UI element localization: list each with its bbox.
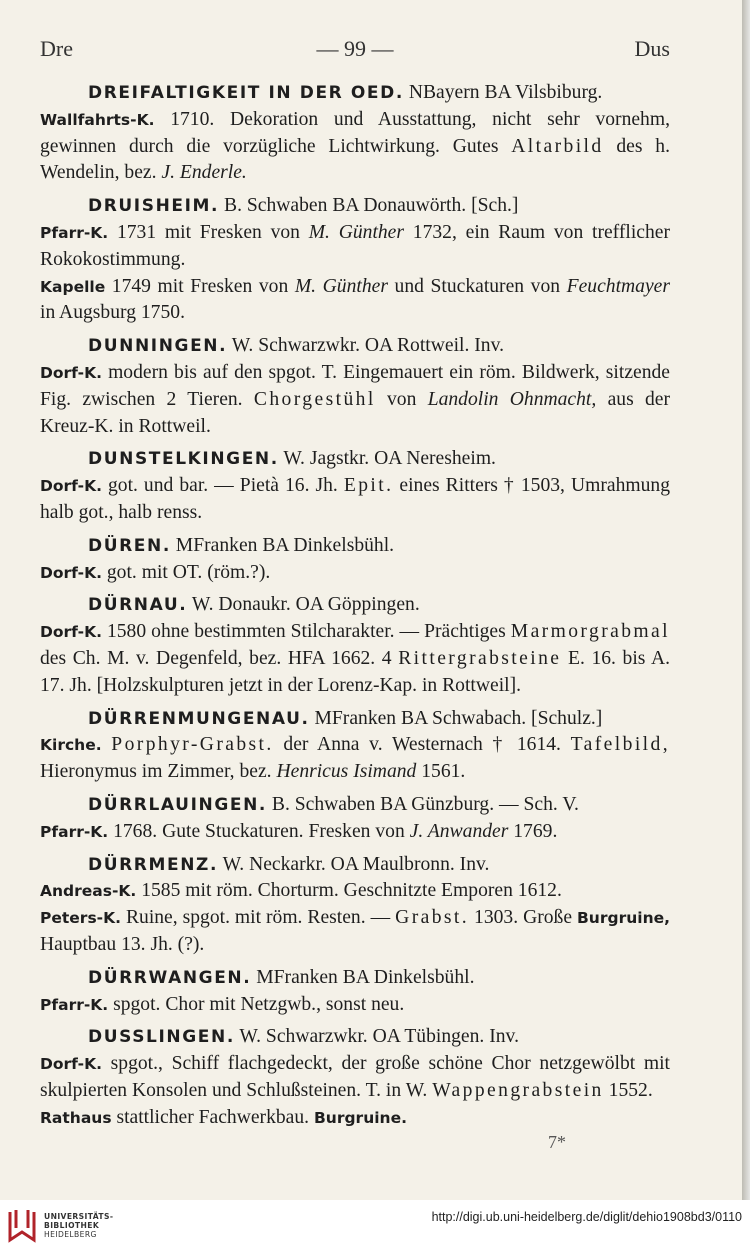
spaced-term: Porphyr-Grabst. (111, 734, 274, 756)
building-label: Dorf-K. (40, 623, 102, 642)
signature-mark: 7* (548, 1132, 566, 1152)
spaced-term: Altarbild (511, 135, 604, 157)
entry-body (40, 619, 670, 699)
region: MFranken BA Schwabach. [Schulz.] (309, 707, 603, 729)
building-label: Wallfahrts-K. (40, 110, 155, 129)
building-label: Dorf-K. (40, 363, 102, 382)
entry-text: 1303. Große (469, 907, 577, 929)
entry-body (40, 473, 670, 527)
gazetteer-text (40, 80, 670, 1131)
region: W. Neckarkr. OA Maulbronn. Inv. (218, 853, 490, 875)
page-number: — 99 — (316, 36, 394, 61)
artist-name: Henricus Isimand (276, 761, 417, 783)
spaced-term: Wappengrabstein (432, 1079, 604, 1101)
entry-text: got. und bar. — Pietà 16. Jh. (101, 475, 344, 497)
entry-heading (40, 193, 670, 220)
building-label: Burgruine, (576, 909, 670, 928)
place-name: DÜRRMENZ. (88, 854, 219, 875)
entry-text: got. mit OT. (röm.?). (101, 561, 271, 583)
entry-text: Hieronymus im Zimmer, bez. (40, 761, 277, 783)
spaced-term: Epit. (343, 475, 394, 497)
entry-body (40, 1051, 670, 1105)
entry-body (40, 905, 670, 959)
spaced-term: Grabst. (395, 907, 470, 929)
entry-heading (40, 446, 670, 473)
spaced-term: Marmorgrabmal (510, 621, 670, 643)
spaced-term: Tafelbild, (570, 734, 670, 756)
region: W. Donaukr. OA Göppingen. (187, 594, 420, 616)
entry-heading (40, 792, 670, 819)
library-line-3: HEIDELBERG (44, 1230, 97, 1239)
entry-text: 1561. (416, 761, 466, 783)
entry-text: 1769. (508, 820, 558, 842)
header-right-keyword: Dus (634, 36, 670, 61)
entry-heading (40, 1024, 670, 1051)
region: B. Schwaben BA Donauwörth. [Sch.] (219, 195, 519, 217)
entry-heading (40, 533, 670, 560)
building-label: Pfarr-K. (40, 822, 109, 841)
entry-text: E. 16. bis A. 17. Jh. [Holzskulpturen jetzt in der Lorenz-Kap. in Rottweil]. (40, 647, 670, 696)
place-name: DÜRRENMUNGENAU. (88, 708, 310, 729)
entry-body (40, 360, 670, 440)
building-label: Pfarr-K. (40, 995, 109, 1014)
entry-body (40, 1105, 670, 1132)
entry-text: aus der Kreuz-K. in Rottweil. (40, 388, 670, 437)
building-label: Pfarr-K. (40, 223, 109, 242)
entry-text: 1585 mit röm. Chorturm. Geschnitzte Emporen 1612. (136, 880, 562, 902)
entry-heading (40, 852, 670, 879)
entry-body (40, 819, 670, 846)
heidelberg-library-logo-icon (6, 1206, 38, 1246)
place-name: DÜRRWANGEN. (88, 967, 252, 988)
place-name: DUNNINGEN. (88, 336, 228, 357)
entry-body (40, 732, 670, 786)
entry-text: 1732, ein Raum von trefflicher Rokokostimmung. (40, 221, 670, 270)
entry-text: von (375, 388, 428, 410)
entry-heading (40, 965, 670, 992)
place-name: DRUISHEIM. (88, 196, 220, 217)
entry-heading (40, 706, 670, 733)
building-label: Dorf-K. (40, 477, 102, 496)
entry-text: spgot. Chor mit Netzgwb., sonst neu. (108, 993, 405, 1015)
place-name: DÜREN. (88, 535, 171, 556)
page-edge (742, 0, 750, 1200)
entry-body (40, 560, 670, 587)
region: MFranken BA Dinkelsbühl. (251, 966, 475, 988)
artist-name: M. Günther (294, 275, 388, 297)
entry-text: 1768. Gute Stuckaturen. Fresken von (108, 820, 410, 842)
building-label: Burgruine. (313, 1108, 407, 1127)
library-line-2: BIBLIOTHEK (44, 1221, 100, 1230)
artist-name: Feuchtmayer (566, 275, 670, 297)
spaced-term: Rittergrabsteine (398, 647, 562, 669)
region: W. Jagstkr. OA Neresheim. (278, 448, 496, 470)
entry-text: des Ch. M. v. Degenfeld, bez. HFA 1662. 4 (40, 647, 399, 669)
entry-body (40, 107, 670, 187)
source-url-link[interactable]: http://digi.ub.uni-heidelberg.de/diglit/dehio1908bd3/0110 (431, 1210, 742, 1224)
region: W. Schwarzwkr. OA Tübingen. Inv. (234, 1026, 519, 1048)
building-label: Andreas-K. (40, 882, 137, 901)
entry-text: der Anna v. Westernach † 1614. (273, 734, 571, 756)
building-label: Rathaus (40, 1108, 112, 1127)
entry-heading (40, 592, 670, 619)
header-left-keyword: Dre (40, 36, 73, 61)
entry-text: 1731 mit Fresken von (108, 221, 309, 243)
entry-text: 1710. Dekoration und Ausstattung, nicht sehr vornehm, gewinnen durch die vorzügliche Lichtwirkung. Gutes (40, 108, 670, 157)
entry-body (40, 274, 670, 328)
running-head (40, 36, 670, 66)
entry-text: 1749 mit Fresken von (105, 275, 295, 297)
entry-text: des h. Wendelin, bez. (40, 135, 670, 184)
entry-text: und Stuckaturen von (387, 275, 567, 297)
region: W. Schwarzwkr. OA Rottweil. Inv. (227, 335, 505, 357)
entry-text: eines Ritters † 1503, Umrahmung halb got., halb renss. (40, 475, 671, 523)
entry-heading (40, 80, 670, 107)
artist-name: M. Günther (308, 221, 405, 243)
spaced-term: Chorgestühl (253, 388, 376, 410)
building-label: Dorf-K. (40, 1055, 102, 1074)
region: NBayern BA Vilsbiburg. (403, 82, 603, 103)
entry-text: modern bis auf den spgot. T. Eingemauert ein röm. Bildwerk, sitzende Fig. zwischen 2 Tieren. (40, 361, 670, 410)
place-name: DUSSLINGEN. (88, 1027, 235, 1048)
entry-body (40, 992, 670, 1019)
artist-name: Landolin Ohnmacht, (427, 388, 597, 410)
place-name: DUNSTELKINGEN. (88, 449, 279, 470)
entry-text: 1552. (603, 1079, 653, 1101)
building-label: Peters-K. (40, 909, 121, 928)
region: B. Schwaben BA Günzburg. — Sch. V. (266, 793, 579, 815)
entry-body (40, 220, 670, 274)
entry-text: in Augsburg 1750. (40, 302, 185, 324)
artist-name: J. Anwander (409, 820, 509, 842)
place-name: DÜRRLAUINGEN. (88, 794, 267, 815)
building-label: Dorf-K. (40, 563, 102, 582)
place-name: DREIFALTIGKEIT IN DER OED. (88, 83, 404, 103)
building-label: Kirche. (40, 736, 102, 755)
entry-text: spgot., Schiff flachgedeckt, der große schöne Chor netzgewölbt mit skulpierten Konsolen und Schlußsteinen. T. in W. (40, 1053, 670, 1101)
library-name (44, 1212, 113, 1239)
entry-body (40, 878, 670, 905)
artist-name: J. Enderle. (161, 162, 247, 184)
entry-text: Ruine, spgot. mit röm. Resten. — (121, 907, 396, 929)
entry-text: stattlicher Fachwerkbau. (111, 1106, 314, 1128)
library-line-1: UNIVERSITÄTS- (44, 1212, 114, 1221)
region: MFranken BA Dinkelsbühl. (170, 534, 395, 556)
entry-heading (40, 333, 670, 360)
entry-text: Hauptbau 13. Jh. (?). (40, 933, 205, 955)
building-label: Kapelle (40, 277, 106, 296)
entry-text: 1580 ohne bestimmten Stilcharakter. — Prächtiges (101, 621, 511, 643)
place-name: DÜRNAU. (88, 595, 188, 616)
